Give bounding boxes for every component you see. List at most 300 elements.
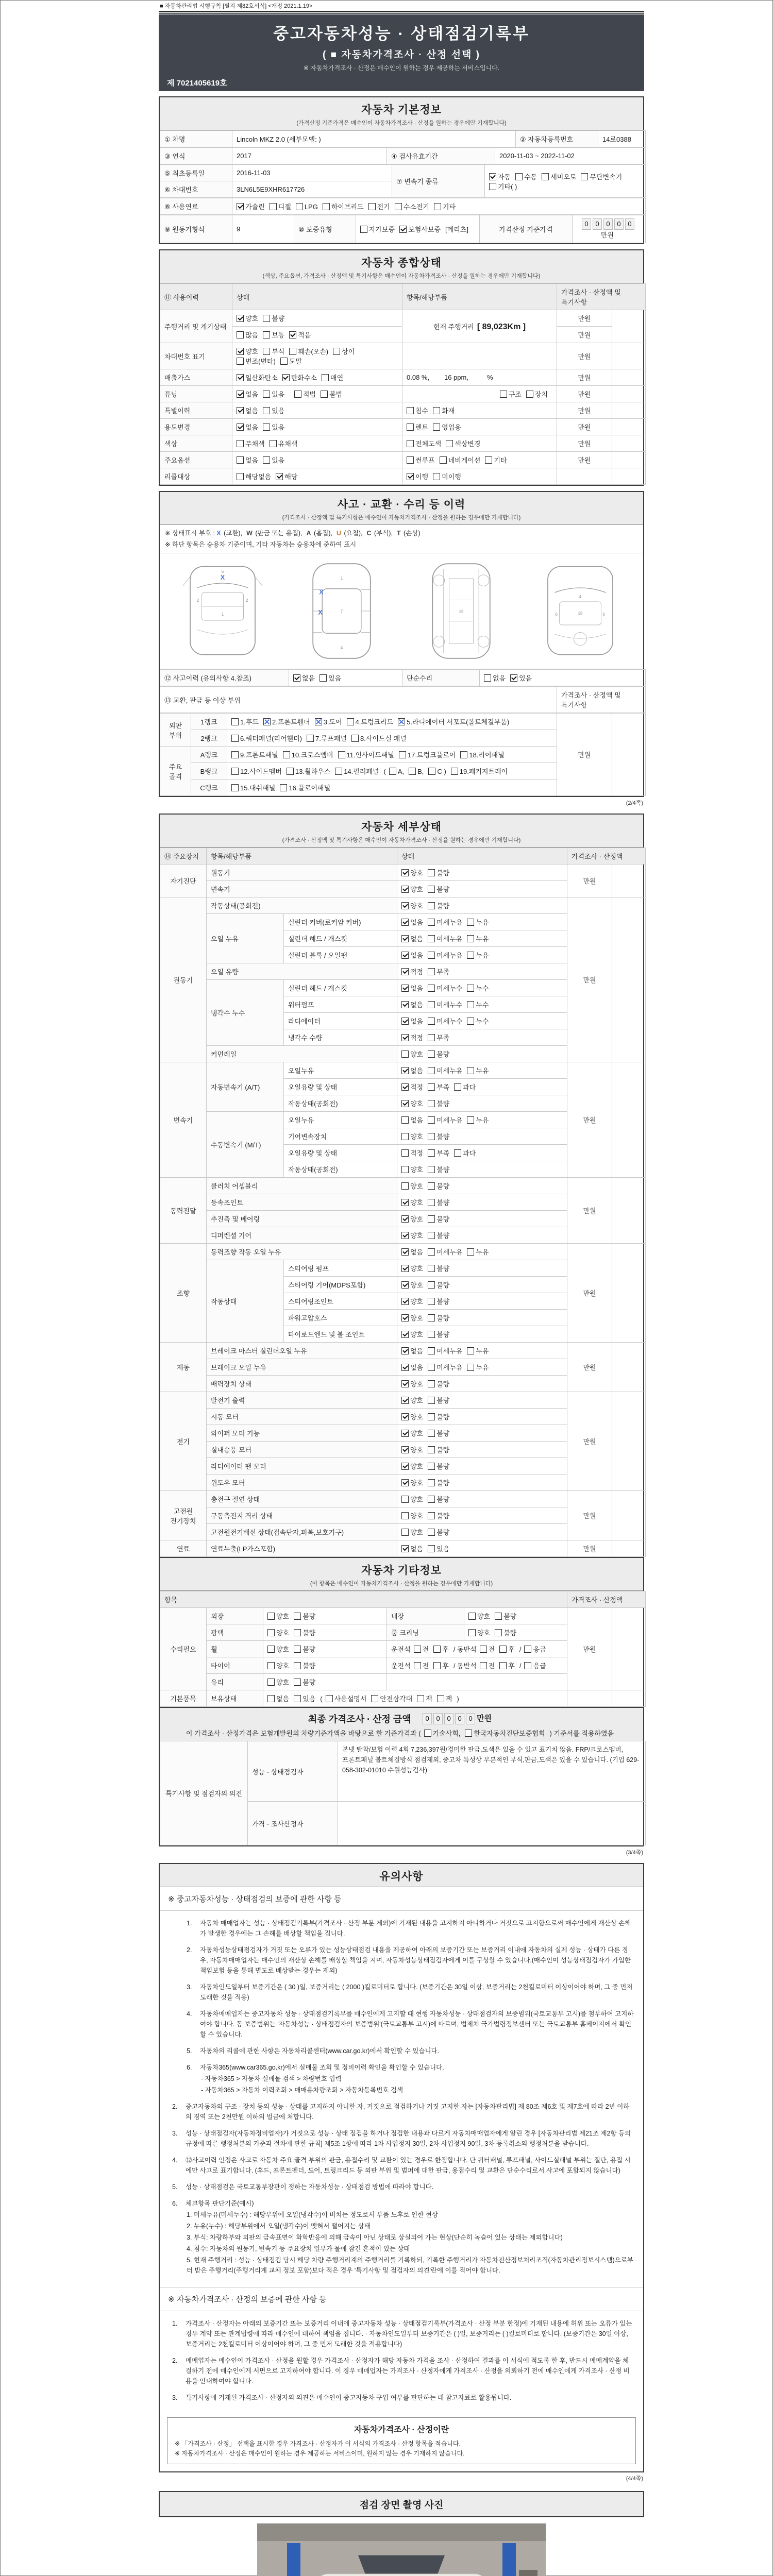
table-row: 커먼레일 양호 불량	[160, 1046, 646, 1062]
table-row: 오일 누유 실린더 커버(로커암 커버) 없음 미세누유 누유	[160, 914, 646, 930]
table-row: 제동 브레이크 마스터 실린더오일 누유 없음 미세누유 누유 만원	[160, 1343, 646, 1359]
checkbox-option[interactable]: 적법	[294, 389, 316, 399]
table-row: 2랭크 6.쿼터패널(리어휀더) 7.루프패널 8.사이드실 패널	[160, 730, 646, 747]
checkbox-option[interactable]: 자동	[489, 172, 511, 181]
checkbox-option[interactable]: 양호	[237, 346, 258, 356]
table-row: 스티어링 기어(MDPS포함) 양호 불량	[160, 1277, 646, 1293]
checkbox-option[interactable]: 미세누유	[428, 1362, 462, 1372]
checkbox-option[interactable]: 19.패키지트레이	[451, 766, 508, 776]
checkbox-option[interactable]: 8.사이드실 패널	[351, 733, 407, 743]
table-row: 기본품목 보유상태 없음 있음 ( 사용설명서 안전삼각대 잭 잭 )	[160, 1690, 646, 1707]
checkbox-option[interactable]: 매연	[322, 372, 343, 382]
checkbox-option[interactable]: 누유	[467, 1115, 489, 1125]
checkbox-option[interactable]: 해당없음	[237, 471, 271, 481]
checkbox-option[interactable]: 양호	[401, 1313, 423, 1323]
table-row: 작동상태(공회전) 양호 불량	[160, 1161, 646, 1178]
checkbox-option[interactable]: 없음	[401, 1346, 423, 1355]
checkbox-option[interactable]: 전기	[368, 201, 390, 211]
table-row: 유리 양호 불량	[160, 1674, 646, 1690]
section-overall-status	[159, 249, 644, 486]
checkbox-option[interactable]: 네비게이션	[440, 455, 481, 465]
checkbox-option[interactable]: 양호	[401, 1445, 423, 1454]
checkbox-option[interactable]: 응급	[524, 1660, 546, 1670]
checkbox-option[interactable]: 양호	[401, 1478, 423, 1487]
checkbox-option[interactable]: 불량	[428, 1461, 449, 1471]
warranty-insurer: [메리츠]	[445, 226, 468, 233]
notice-item: 1. 가격조사 · 산정자는 아래의 보증기간 또는 보증거리 이내에 중고자동차 성능 · 상태점검기록부(가격조사 · 산정 부분 한정)에 기재된 내용에 허위 또는 오류가 있는 경우 계약 또는 관계법령에 따라 매수인에 대하여 책임을 집니다. · 자동차인도일부터 보증기간은 ( )일, 보증거리는 ( )킬로미터로 합니다. (보증기간은 30일 이상, 보증거리는 2천킬로미터 이상이어야 하며, 그 중 먼저 도래한 것을 적용합니다)	[172, 2320, 632, 2348]
checkbox-option[interactable]: 미세누유	[428, 1065, 462, 1075]
notice-item: 3. 자동차인도일부터 보증기간은 ( 30 )일, 보증거리는 ( 2000 )킬로미터로 합니다. (보증기간은 30일 이상, 보증거리는 2천킬로미터 이상이어야 하며, 그 중 먼저 도래한 것을 적용)	[187, 1984, 633, 2001]
checkbox-option[interactable]: 무채색	[237, 438, 265, 448]
other-info-subtitle: (이 항목은 매수인이 자동차가격조사 · 산정을 원하는 경우에만 기재합니다)	[310, 1581, 493, 1587]
table-row: 타이어 양호 불량 운전석 전 후 / 동반석 전 후 / 응급	[160, 1657, 646, 1674]
checkbox-option[interactable]: 있음	[263, 455, 284, 465]
checkbox-option[interactable]: 전	[480, 1644, 495, 1654]
checkbox-option[interactable]: 전	[414, 1644, 429, 1654]
checkbox-option[interactable]: 미세누유	[428, 950, 462, 960]
checkbox-option[interactable]: C )	[428, 768, 446, 775]
checkbox-option[interactable]: 과다	[454, 1082, 476, 1092]
page-marker-2: (2/4쪽)	[626, 800, 643, 806]
checkbox-option[interactable]: 양호	[401, 1098, 423, 1108]
checkbox-option[interactable]: 미세누수	[428, 999, 462, 1009]
checkbox-option[interactable]: 적정	[401, 1032, 423, 1042]
table-row: 특별이력 없음 있음 침수 화재 만원	[160, 402, 646, 419]
checkbox-option[interactable]: 불량	[263, 313, 284, 323]
table-row: 윈도우 모터 양호 불량	[160, 1475, 646, 1491]
checkbox-option[interactable]: 상이	[333, 346, 355, 356]
checkbox-option[interactable]: 후	[433, 1644, 449, 1654]
photos-area	[159, 2517, 644, 2576]
checkbox-option[interactable]: 불량	[428, 1379, 449, 1388]
notice-title: 유의사항	[379, 1871, 424, 1883]
checkbox-option[interactable]: 없음	[401, 1115, 423, 1125]
checkbox-option[interactable]: 양호	[401, 884, 423, 894]
checkbox-option[interactable]: 양호	[237, 313, 258, 323]
checkbox-option[interactable]: 양호	[401, 1511, 423, 1520]
checkbox-option[interactable]: 있음	[263, 422, 284, 432]
checkbox-option[interactable]: 불량	[428, 1412, 449, 1421]
checkbox-option[interactable]: 불량	[428, 884, 449, 894]
legend-code-U: U	[337, 530, 342, 537]
price-appraisal-option: ( ■ 자동차가격조사 · 산정 선택 )	[322, 49, 481, 60]
checkbox-option[interactable]: 도말	[280, 356, 302, 366]
accident-subtitle: (가격조사 · 산정액 및 특기사항은 매수인이 자동차가격조사 · 산정을 원하는 경우에만 기재합니다)	[282, 515, 521, 521]
legend-code-C: C	[366, 530, 372, 537]
notice-subitem: - 자동차365 > 자동차 이력조회 > 매매용차량조회 > 자동차등록번호 검색	[201, 2087, 404, 2094]
svg-text:7: 7	[341, 609, 343, 614]
checkbox-option[interactable]: 미이행	[433, 471, 461, 481]
checkbox-option[interactable]: 적음	[289, 330, 311, 340]
basic-info-table	[160, 130, 643, 243]
checkbox-option[interactable]: 불량	[294, 1677, 315, 1687]
checkbox-option[interactable]: 없음	[293, 673, 315, 683]
section-basic-info	[159, 96, 644, 244]
checkbox-option[interactable]: 있음	[294, 1693, 315, 1703]
checkbox-option[interactable]: 불량	[428, 1511, 449, 1520]
table-header-row: ⑭ 주요장치 항목/해당부품 상태 가격조사 · 산정액	[160, 848, 646, 865]
checkbox-option[interactable]: 없음	[237, 422, 258, 432]
checkbox-option[interactable]: 부식	[263, 346, 284, 356]
checkbox-option[interactable]: 자가보증	[360, 224, 395, 234]
checkbox-option[interactable]: 부족	[428, 967, 449, 976]
inspection-photo-car-front	[257, 2523, 546, 2576]
checkbox-option[interactable]: 해당	[276, 471, 297, 481]
checkbox-option[interactable]: 무단변속기	[581, 172, 622, 181]
checkbox-option[interactable]: 불량	[428, 1280, 449, 1290]
checkbox-option[interactable]: 훼손(오손)	[289, 346, 328, 356]
checkbox-option[interactable]: 응급	[524, 1644, 546, 1654]
accident-title: 사고 · 교환 · 수리 등 이력	[337, 499, 466, 511]
checkbox-option[interactable]: 없음	[401, 999, 423, 1009]
checkbox-option[interactable]: 후	[499, 1644, 515, 1654]
svg-text:6: 6	[602, 612, 605, 617]
checkbox-option[interactable]: 14.필러패널	[335, 766, 379, 776]
notice-subitem: 3. 부식: 차량하부와 외판의 금속표면이 화학반응에 의해 금속이 아닌 상태로 상실되어 가는 현상(단순히 녹슬어 있는 상태는 제외합니다)	[187, 2234, 563, 2241]
checkbox-option[interactable]: 양호	[401, 1197, 423, 1207]
checkbox-option[interactable]: 없음	[237, 455, 258, 465]
checkbox-option[interactable]: 누유	[467, 917, 489, 927]
checkbox-option[interactable]: 변조(변타)	[237, 356, 276, 366]
checkbox-option[interactable]: 후	[499, 1660, 515, 1670]
checkbox-option[interactable]: 기타	[485, 455, 507, 465]
checkbox-option[interactable]: 과다	[454, 1148, 476, 1158]
checkbox-option[interactable]: 수동	[515, 172, 537, 181]
table-row: 타이로드엔드 및 볼 조인트 양호 불량	[160, 1326, 646, 1343]
checkbox-option[interactable]: 세미오토	[542, 172, 576, 181]
checkbox-option[interactable]: 없음	[401, 1544, 423, 1553]
checkbox-option[interactable]: 없음	[237, 389, 258, 399]
checkbox-option[interactable]: 적정	[401, 1082, 423, 1092]
checkbox-option[interactable]: 7.루프패널	[307, 733, 347, 743]
table-row: 자기진단 원동기 양호 불량 만원	[160, 865, 646, 881]
checkbox-option[interactable]: 있음	[428, 1544, 449, 1553]
table-row: ⑨ 원동기형식 9 ⑩ 보증유형 자가보증 보험사보증 [메리츠] 가격산정 기준가격 0 0 0 0 0만원	[160, 215, 646, 243]
checkbox-option[interactable]: 디젤	[270, 201, 291, 211]
table-row: 휠 양호 불량 운전석 전 후 / 동반석 전 후 / 응급	[160, 1641, 646, 1657]
checkbox-option[interactable]: 불량	[428, 1445, 449, 1454]
checkbox-option[interactable]: 누유	[467, 1362, 489, 1372]
svg-text:4: 4	[579, 594, 582, 599]
table-row: 특기사항 및 점검자의 의견 성능 · 상태점검자 본넷 탈착/보험 이력 4회 7,236,397원/경미한 판금,도색은 있을 수 있고 표기치 않음. FRP/크로스멤버,프론트패널 볼트체결방식 점검제외, 중고차 특성상 부분적인 부식,판금,도색은 있을 수 있습니다. (기업 629-058-302-01010 수원성능검사)	[160, 1741, 646, 1802]
status-code-legend: ※ 상태표시 부호 : X (교환), W (판금 또는 용접), A (흠집), U (요철), C (부식), T (손상)	[165, 530, 421, 537]
checkbox-option[interactable]: 보통	[263, 330, 284, 340]
checkbox-option[interactable]: 없음	[401, 950, 423, 960]
checkbox-option[interactable]: 15.대쉬패널	[231, 783, 275, 792]
table-row: 차대번호 표기 양호 부식 훼손(오손) 상이변조(변타) 도말 만원	[160, 343, 646, 369]
checkbox-option[interactable]: 전	[480, 1660, 495, 1670]
svg-text:6: 6	[555, 612, 558, 617]
document-title: 중고자동차성능 · 상태점검기록부	[273, 25, 530, 43]
checkbox-option[interactable]: 기술사회,	[424, 1728, 461, 1738]
checkbox-option[interactable]: 불량	[428, 1164, 449, 1174]
legend-note: ※ 하단 항목은 승용차 기준이며, 기타 자동차는 승용차에 준하여 표시	[160, 538, 643, 553]
checkbox-option[interactable]: 적정	[401, 967, 423, 976]
checkbox-option[interactable]: 불량	[294, 1644, 315, 1654]
notice-subitem: 4. 침수: 자동차의 원동기, 변속기 등 주요장치 일부가 물에 잠긴 흔적이 있는 상태	[187, 2245, 410, 2252]
notice-subitem: 2. 누유(누수) : 해당부위에서 오일(냉각수)이 맺혀서 떨어지는 상태	[187, 2223, 371, 2230]
checkbox-option[interactable]: 양호	[401, 1263, 423, 1273]
checkbox-option[interactable]: 양호	[401, 1131, 423, 1141]
damage-mark: X	[318, 609, 323, 617]
table-row: 외판 부위 1랭크 1.후드 2.프론트휀더 3.도어 4.트렁크리드 5.라디에이터 서포트(볼트체결부품) 만원	[160, 714, 646, 730]
checkbox-option[interactable]: 탄화수소	[282, 372, 317, 382]
checkbox-option[interactable]: 불량	[495, 1611, 516, 1621]
checkbox-option[interactable]: 양호	[401, 1181, 423, 1191]
overall-status-header	[160, 250, 643, 283]
checkbox-option[interactable]: 없음	[401, 934, 423, 943]
checkbox-option[interactable]: 미세누수	[428, 983, 462, 993]
checkbox-option[interactable]: 미세누유	[428, 1346, 462, 1355]
checkbox-option[interactable]: 불량	[428, 1197, 449, 1207]
table-row: 많음 보통 적음 만원	[160, 327, 646, 343]
section-accident-history	[159, 491, 644, 797]
checkbox-option[interactable]: 불법	[321, 389, 342, 399]
checkbox-option[interactable]: 누유	[467, 1346, 489, 1355]
checkbox-option[interactable]: 구조	[500, 389, 522, 399]
svg-text:1: 1	[221, 612, 224, 617]
checkbox-option[interactable]: 수소전기	[395, 201, 429, 211]
appraisal-info-title: 자동차가격조사 · 산정이란	[354, 2426, 449, 2434]
document-number: 제 7021405619호	[167, 79, 227, 88]
table-row: 냉각수 수량 적정 부족	[160, 1029, 646, 1046]
overall-status-title: 자동차 종합상태	[361, 257, 442, 269]
checkbox-option[interactable]: 양호	[468, 1628, 490, 1637]
top-rule	[159, 11, 644, 14]
checkbox-option[interactable]: 양호	[267, 1628, 289, 1637]
checkbox-option[interactable]: 불량	[428, 1395, 449, 1405]
checkbox-option[interactable]: 양호	[267, 1660, 289, 1670]
checkbox-option[interactable]: 불량	[294, 1611, 315, 1621]
checkbox-option[interactable]: 양호	[401, 1329, 423, 1339]
checkbox-option[interactable]: 미세누유	[428, 917, 462, 927]
checkbox-option[interactable]: 10.크로스멤버	[283, 750, 333, 759]
checkbox-option[interactable]: 11.인사이드패널	[338, 750, 394, 759]
table-row: 등속조인트 양호 불량	[160, 1194, 646, 1211]
checkbox-option[interactable]: 없음	[401, 983, 423, 993]
checkbox-option[interactable]: 양호	[401, 1461, 423, 1471]
checkbox-option[interactable]: 많음	[237, 330, 258, 340]
checkbox-option[interactable]: 양호	[401, 1164, 423, 1174]
table-row: 오일 유량 적정 부족	[160, 963, 646, 980]
checkbox-option[interactable]: 양호	[401, 868, 423, 877]
checkbox-option[interactable]: 4.트렁크리드	[347, 717, 394, 726]
checkbox-option[interactable]: 기타	[434, 201, 456, 211]
current-mileage: [ 89,023Km ]	[477, 322, 526, 331]
checkbox-option[interactable]: 부족	[428, 1032, 449, 1042]
checkbox-option[interactable]: 미세누유	[428, 934, 462, 943]
checkbox-option[interactable]: B,	[409, 768, 424, 775]
checkbox-option[interactable]: 썬루프	[407, 455, 435, 465]
final-price-value: 0 0 0 0 0 만원	[423, 1714, 495, 1723]
checkbox-option[interactable]: 양호	[401, 1230, 423, 1240]
checkbox-option[interactable]: 불량	[428, 1478, 449, 1487]
checkbox-option[interactable]: LPG	[296, 203, 318, 211]
checkbox-option[interactable]: 없음	[401, 1362, 423, 1372]
table-row: 변속기 양호 불량	[160, 881, 646, 897]
checkbox-option[interactable]: 불량	[428, 1049, 449, 1059]
checkbox-option[interactable]: 양호	[401, 1280, 423, 1290]
checkbox-option[interactable]: 양호	[401, 1296, 423, 1306]
checkbox-option[interactable]: 양호	[401, 1049, 423, 1059]
checkbox-option[interactable]: 화재	[433, 405, 455, 415]
appraisal-info-box	[167, 2417, 636, 2464]
checkbox-option[interactable]: 양호	[401, 1379, 423, 1388]
table-row: 브레이크 오일 누유 없음 미세누유 누유	[160, 1359, 646, 1376]
service-note: ※ 자동차가격조사 · 산정은 매수인이 원하는 경우 제공하는 서비스입니다.	[303, 64, 500, 72]
checkbox-option[interactable]: 잭	[437, 1693, 452, 1703]
checkbox-option[interactable]: 16.플로어패널	[280, 783, 330, 792]
checkbox-option[interactable]: 장치	[526, 389, 548, 399]
checkbox-option[interactable]: 한국자동차진단보증협회	[465, 1728, 545, 1738]
checkbox-option[interactable]: 불량	[428, 868, 449, 877]
checkbox-option[interactable]: 12.사이드멤버	[231, 766, 282, 776]
checkbox-option[interactable]: 불량	[294, 1628, 315, 1637]
checkbox-option[interactable]: 양호	[468, 1611, 490, 1621]
checkbox-option[interactable]: 누유	[467, 950, 489, 960]
checkbox-option[interactable]: 미세누유	[428, 1247, 462, 1257]
checkbox-option[interactable]: 적정	[401, 1148, 423, 1158]
checkbox-option[interactable]: 없음	[401, 1247, 423, 1257]
checkbox-option[interactable]: 양호	[401, 1527, 423, 1537]
checkbox-option[interactable]: 양호	[267, 1611, 289, 1621]
checkbox-option[interactable]: 양호	[401, 901, 423, 910]
checkbox-option[interactable]: 양호	[267, 1644, 289, 1654]
notice-item: 4. 자동차매매업자는 중고자동차 성능 · 상태점검기록부를 매수인에게 고지할 때 현행 자동차성능 · 상태점검자의 보증범위(국토교통부 고시)를 첨부하여 고지하여야 합니다. 동 보증범위는 '자동차성능 · 상태점검자의 보증범위'(국토교통부 고시)에 따르며, 법제처 국가법령정보센터 또는 국토교통부 홈페이지에서 확인할 수 있습니다.	[187, 2010, 634, 2038]
checkbox-option[interactable]: 있음	[263, 389, 284, 399]
svg-text:1: 1	[341, 575, 343, 581]
checkbox-option[interactable]: 불량	[428, 1527, 449, 1537]
checkbox-option[interactable]: 1.후드	[231, 717, 259, 726]
checkbox-option[interactable]: 양호	[401, 1494, 423, 1504]
checkbox-option[interactable]: 누유	[467, 1065, 489, 1075]
checkbox-option[interactable]: 없음	[237, 405, 258, 415]
checkbox-option[interactable]: 불량	[428, 1131, 449, 1141]
checkbox-option[interactable]: 사용설명서	[326, 1693, 367, 1703]
other-info-table	[160, 1591, 643, 1707]
checkbox-option[interactable]: 이행	[407, 471, 428, 481]
section-notices	[159, 1863, 644, 2472]
checkbox-option[interactable]: 불량	[428, 1329, 449, 1339]
checkbox-option[interactable]: 불량	[428, 1181, 449, 1191]
checkbox-option[interactable]: 렌트	[407, 422, 428, 432]
svg-text:18: 18	[578, 611, 583, 616]
table-row: 고전원 전기장치 충전구 절연 상태 양호 불량 만원	[160, 1491, 646, 1507]
legend-code-W: W	[246, 530, 253, 537]
basic-info-subtitle: (가격산정 기준가격은 매수인이 자동차가격조사 · 산정을 원하는 경우에만 기재합니다)	[296, 120, 507, 126]
checkbox-option[interactable]: 양호	[401, 1395, 423, 1405]
notice-group-performance	[187, 1918, 634, 2095]
checkbox-option[interactable]: 양호	[401, 1214, 423, 1224]
checkbox-option[interactable]: 보험사보증	[399, 224, 441, 234]
table-row: 실린더 헤드 / 개스킷 없음 미세누유 누유	[160, 930, 646, 947]
checkbox-option[interactable]: 누수	[467, 1016, 489, 1026]
checkbox-option[interactable]: 누수	[467, 983, 489, 993]
checkbox-option[interactable]: 불량	[428, 1313, 449, 1323]
checkbox-option[interactable]: 불량	[428, 1263, 449, 1273]
notice-group-general	[172, 2102, 634, 2276]
checkbox-option[interactable]: 유채색	[270, 438, 298, 448]
checkbox-option[interactable]: 6.쿼터패널(리어휀더)	[231, 733, 302, 743]
svg-text:5: 5	[221, 569, 224, 574]
checkbox-option[interactable]: 불량	[428, 1494, 449, 1504]
checkbox-option[interactable]: 양호	[401, 1412, 423, 1421]
checkbox-option[interactable]: 불량	[294, 1660, 315, 1670]
checkbox-option[interactable]: A,	[389, 768, 404, 775]
checkbox-option[interactable]: 영업용	[433, 422, 461, 432]
checkbox-option[interactable]: 가솔린	[237, 201, 265, 211]
checkbox-option[interactable]: 불량	[428, 1098, 449, 1108]
checkbox-option[interactable]: 누유	[467, 934, 489, 943]
checkbox-option[interactable]: 누수	[467, 999, 489, 1009]
table-row: B랭크 12.사이드멤버 13.휠하우스 14.필러패널 ( A, B, C ) 19.패키지트레이	[160, 763, 646, 779]
checkbox-option[interactable]: 전체도색	[407, 438, 441, 448]
checkbox-option[interactable]: 불량	[428, 1214, 449, 1224]
checkbox-option[interactable]: 미세누수	[428, 1016, 462, 1026]
checkbox-option[interactable]: 있음	[510, 673, 532, 683]
checkbox-option[interactable]: 3.도어	[315, 717, 342, 726]
checkbox-option[interactable]: 없음	[401, 1065, 423, 1075]
inspector-opinion: 본넷 탈착/보험 이력 4회 7,236,397원/경미한 판금,도색은 있을 수 있고 표기치 않음. FRP/크로스멤버,프론트패널 볼트체결방식 점검제외, 중고차 특성상 부분적인 부식,판금,도색은 있을 수 있습니다. (기업 629-058-302-01010 수원성능검사)	[338, 1741, 646, 1802]
table-row: C랭크 15.대쉬패널 16.플로어패널	[160, 779, 646, 796]
notice-group-appraisal	[172, 2318, 634, 2403]
checkbox-option[interactable]: 안전삼각대	[371, 1693, 412, 1703]
checkbox-option[interactable]: 없음	[484, 673, 506, 683]
table-row: 실내송풍 모터 양호 불량	[160, 1442, 646, 1458]
checkbox-option[interactable]: 없음	[267, 1693, 289, 1703]
checkbox-option[interactable]: 부족	[428, 1148, 449, 1158]
table-row: 주요옵션 없음 있음 썬루프 네비게이션 기타 만원	[160, 452, 646, 468]
table-row: 원동기 작동상태(공회전) 양호 불량 만원	[160, 897, 646, 914]
checkbox-option[interactable]: 잭	[417, 1693, 432, 1703]
checkbox-option[interactable]: 전	[414, 1660, 429, 1670]
notice-subitem: - 자동차365 > 자동차 실매물 검색 > 차량번호 입력	[201, 2075, 342, 2082]
checkbox-option[interactable]: 불량	[495, 1628, 516, 1637]
car-diagrams	[160, 553, 643, 669]
svg-text:16: 16	[459, 609, 464, 614]
checkbox-option[interactable]: 5.라디에이터 서포트(볼트체결부품)	[398, 717, 509, 726]
overall-status-table	[160, 283, 643, 485]
checkbox-option[interactable]: 13.휠하우스	[287, 766, 330, 776]
checkbox-option[interactable]: 불량	[428, 1428, 449, 1438]
checkbox-option[interactable]: 18.리어패널	[460, 750, 504, 759]
checkbox-option[interactable]: 있음	[263, 405, 284, 415]
checkbox-option[interactable]: 있음	[320, 673, 341, 683]
table-row: 주요 골격 A랭크 9.프론트패널 10.크로스멤버 11.인사이드패널 17.트렁크플로어 18.리어패널	[160, 747, 646, 763]
table-row: 디퍼렌셜 기어 양호 불량	[160, 1227, 646, 1244]
checkbox-option[interactable]: 양호	[401, 1428, 423, 1438]
checkbox-option[interactable]: 9.프론트패널	[231, 750, 278, 759]
checkbox-option[interactable]: 부족	[428, 1082, 449, 1092]
checkbox-option[interactable]: 불량	[428, 1230, 449, 1240]
checkbox-option[interactable]: 후	[433, 1660, 449, 1670]
checkbox-option[interactable]: 침수	[407, 405, 428, 415]
table-row: ⑤ 최초등록일 2016-11-03 ⑦ 변속기 종류 자동 수동 세미오토 무단변속기기타( )	[160, 165, 646, 181]
checkbox-option[interactable]: 하이브리드	[323, 201, 364, 211]
checkbox-option[interactable]: 일산화탄소	[237, 372, 278, 382]
checkbox-option[interactable]: 없음	[401, 917, 423, 927]
checkbox-option[interactable]: 2.프론트휀더	[263, 717, 310, 726]
checkbox-option[interactable]: 색상변경	[446, 438, 480, 448]
checkbox-option[interactable]: 미세누유	[428, 1115, 462, 1125]
checkbox-option[interactable]: 기타( )	[489, 181, 517, 191]
checkbox-option[interactable]: 누유	[467, 1247, 489, 1257]
checkbox-option[interactable]: 불량	[428, 901, 449, 910]
checkbox-option[interactable]: 없음	[401, 1016, 423, 1026]
checkbox-option[interactable]: 양호	[267, 1677, 289, 1687]
checkbox-option[interactable]: 17.트렁크플로어	[399, 750, 456, 759]
checkbox-option[interactable]: 불량	[428, 1296, 449, 1306]
